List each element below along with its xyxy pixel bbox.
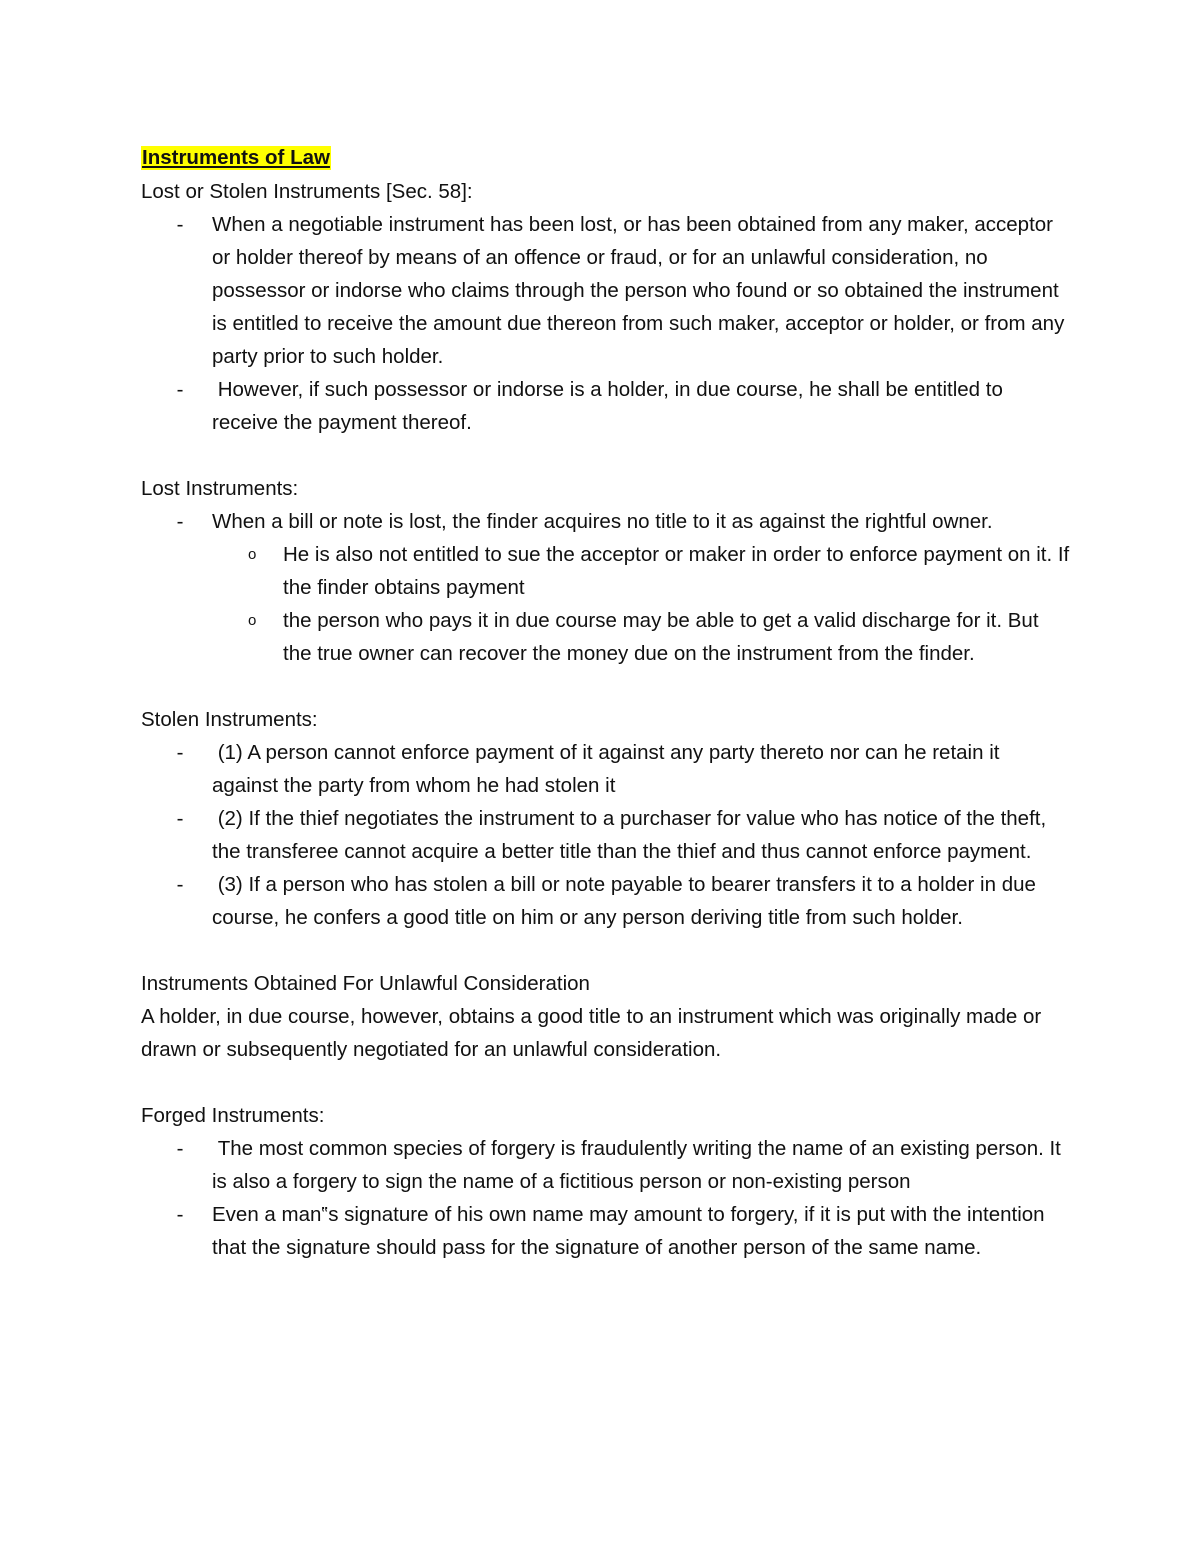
list-item: - (3) If a person who has stolen a bill or note payable to bearer transfers it to a holder in due course, he confers a good title on him or any person deriving title from such holder. [141, 868, 1071, 934]
dash-bullet: - [176, 873, 184, 896]
list-item: - The most common species of forgery is fraudulently writing the name of an existing person. It is also a forgery to sign the name of a fictitious person or non-existing person [141, 1132, 1071, 1198]
circle-bullet: o [248, 612, 257, 629]
list-item: - Even a man‟s signature of his own name may amount to forgery, if it is put with the intention that the signature should pass for the signature of another person of the same name. [141, 1198, 1071, 1264]
list-lost-or-stolen [141, 208, 1071, 439]
circle-bullet: o [248, 546, 257, 563]
document-title: Instruments of Law [142, 146, 330, 169]
sublist-lost [212, 538, 1071, 670]
list-item: - When a bill or note is lost, the finder acquires no title to it as against the rightful owner. o He is also not entitled to sue the acceptor or maker in order to enforce payment on it. If the finder obtains payment o the person who pays it in due course may be able to get a valid discharge for it. But the true owner can recover the money due on the instrument from the finder. [141, 505, 1071, 670]
paragraph-unlawful: A holder, in due course, however, obtains a good title to an instrument which was originally made or drawn or subsequently negotiated for an unlawful consideration. [141, 1005, 1042, 1061]
dash-bullet: - [176, 807, 184, 830]
list-forged [141, 1132, 1071, 1264]
heading-lost: Lost Instruments: [141, 477, 299, 500]
dash-bullet: - [176, 741, 184, 764]
heading-stolen: Stolen Instruments: [141, 708, 318, 731]
list-item: - When a negotiable instrument has been lost, or has been obtained from any maker, acceptor or holder thereof by means of an offence or fraud, or for an unlawful consideration, no possessor or indorse who claims through the person who found or so obtained the instrument is entitled to receive the amount due thereon from such maker, acceptor or holder, or from any party prior to such holder. [141, 208, 1071, 373]
sub-list-item: o He is also not entitled to sue the acceptor or maker in order to enforce payment on it. If the finder obtains payment [212, 538, 1071, 604]
sub-list-item: o the person who pays it in due course may be able to get a valid discharge for it. But the true owner can recover the money due on the instrument from the finder. [212, 604, 1071, 670]
dash-bullet: - [176, 378, 184, 401]
heading-forged: Forged Instruments: [141, 1104, 325, 1127]
document-page [141, 141, 1071, 1264]
dash-bullet: - [176, 510, 184, 533]
list-lost [141, 505, 1071, 670]
list-item: - (1) A person cannot enforce payment of it against any party thereto nor can he retain it against the party from whom he had stolen it [141, 736, 1071, 802]
dash-bullet: - [176, 1203, 184, 1226]
dash-bullet: - [176, 213, 184, 236]
list-stolen [141, 736, 1071, 934]
heading-lost-or-stolen: Lost or Stolen Instruments [Sec. 58]: [141, 180, 473, 203]
list-item: - However, if such possessor or indorse is a holder, in due course, he shall be entitled to receive the payment thereof. [141, 373, 1071, 439]
dash-bullet: - [176, 1137, 184, 1160]
heading-unlawful: Instruments Obtained For Unlawful Consideration [141, 972, 590, 995]
list-item: - (2) If the thief negotiates the instrument to a purchaser for value who has notice of the theft, the transferee cannot acquire a better title than the thief and thus cannot enforce payment. [141, 802, 1071, 868]
